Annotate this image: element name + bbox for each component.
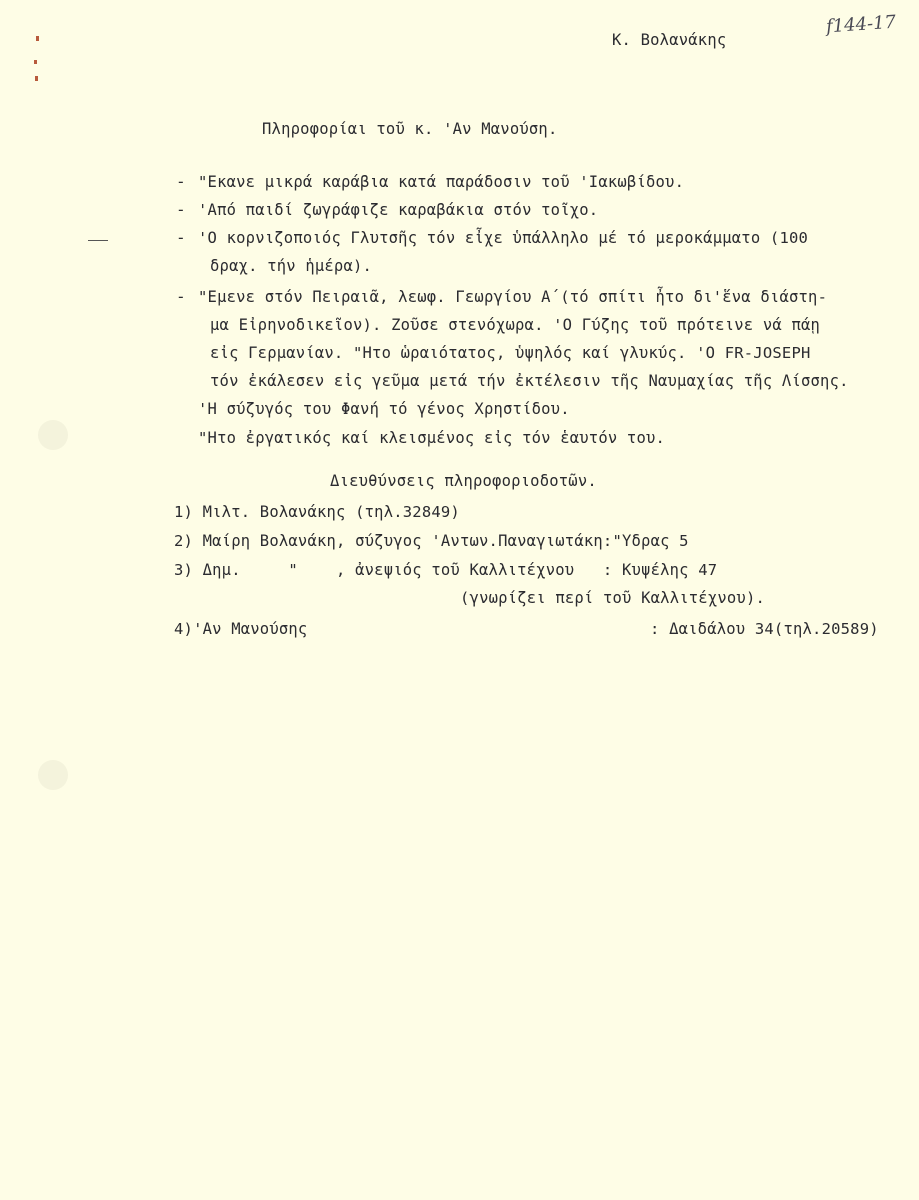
item-bullet: - [176, 287, 186, 306]
document-title: Πληροφορίαι τοῦ κ. 'Αν Μανούση. [262, 120, 558, 138]
author-name: Κ. Βολανάκης [612, 31, 727, 49]
info-line: "Ητο ἐργατικός καί κλεισμένος εἰς τόν ἑαυτόν του. [198, 429, 666, 447]
item-bullet: - [176, 172, 186, 191]
archive-reference: f144-17 [825, 11, 897, 38]
info-line: δραχ. τήν ἡμέρα). [210, 257, 373, 275]
info-line: 'Από παιδί ζωγράφιζε καραβάκια στόν τοῖχο. [198, 201, 599, 219]
margin-mark [35, 76, 38, 81]
address-line: 3) Δημ. " , ἀνεψιός τοῦ Καλλιτέχνου : Κυψέλης 47 [174, 561, 718, 579]
info-line: μα Εἰρηνοδικεῖον). Ζοῦσε στενόχωρα. 'Ο Γύζης τοῦ πρότεινε νά πάῃ [210, 316, 821, 334]
address-line: 1) Μιλτ. Βολανάκης (τηλ.32849) [174, 503, 460, 521]
punch-hole [38, 760, 68, 790]
margin-mark [34, 60, 37, 64]
addresses-heading: Διευθύνσεις πληροφοριοδοτῶν. [330, 472, 597, 490]
address-detail: : Δαιδάλου 34(τηλ.20589) [650, 620, 879, 638]
info-line: 'Ο κορνιζοποιός Γλυτσῆς τόν εἶχε ὑπάλληλο μέ τό μεροκάμματο (100 [198, 229, 809, 247]
info-line: 'Η σύζυγός του Φανή τό γένος Χρηστίδου. [198, 400, 570, 418]
info-line: "Εμενε στόν Πειραιᾶ, λεωφ. Γεωργίου Α΄(τό σπίτι ἦτο δι'ἕνα διάστη- [198, 288, 828, 306]
address-line: 2) Μαίρη Βολανάκη, σύζυγος 'Αντων.Παναγιωτάκη:"Υδρας 5 [174, 532, 689, 550]
address-name: 4)'Αν Μανούσης [174, 620, 308, 638]
item-bullet: - [176, 200, 186, 219]
punch-hole [38, 420, 68, 450]
info-line: εἰς Γερμανίαν. "Ητο ὡραιότατος, ὑψηλός καί γλυκύς. 'Ο FR-JOSEPH [210, 344, 811, 362]
address-note: (γνωρίζει περί τοῦ Καλλιτέχνου). [460, 589, 766, 607]
margin-mark [36, 36, 39, 41]
item-bullet: - [176, 228, 186, 247]
info-line: τόν ἐκάλεσεν εἰς γεῦμα μετά τήν ἐκτέλεσιν τῆς Ναυμαχίας τῆς Λίσσης. [210, 372, 849, 390]
margin-dash [88, 240, 108, 241]
info-line: "Εκανε μικρά καράβια κατά παράδοσιν τοῦ 'Ιακωβίδου. [198, 173, 685, 191]
